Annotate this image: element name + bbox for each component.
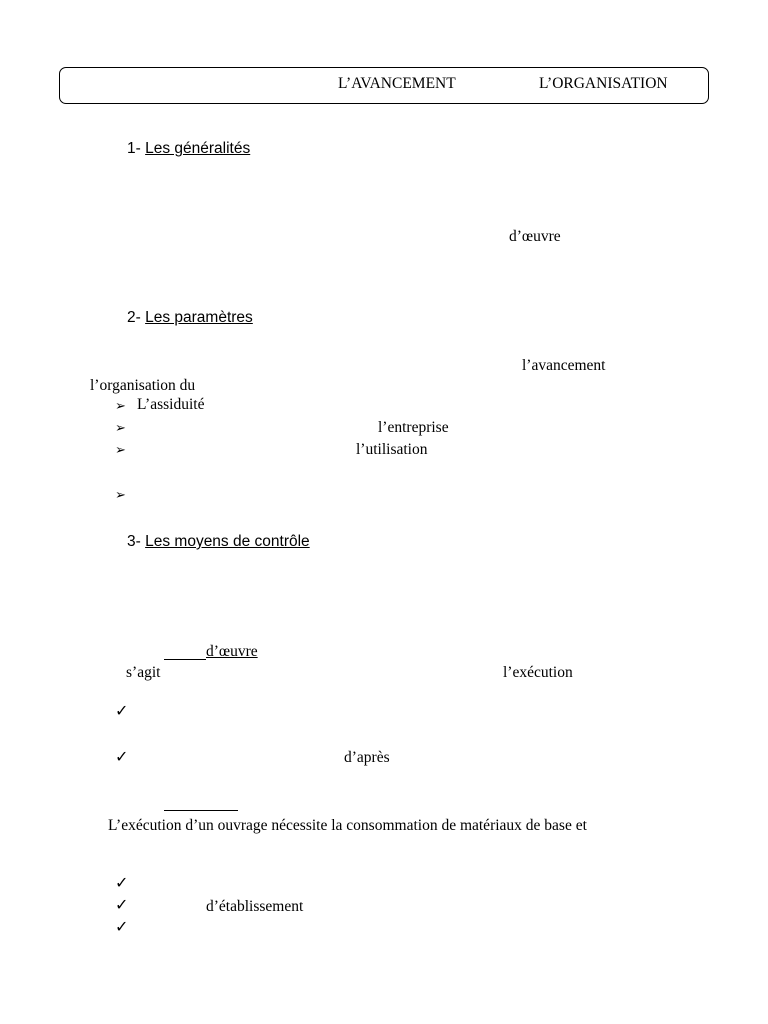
underline-blank <box>164 659 206 660</box>
subsection-2-sentence: L’exécution d’un ouvrage nécessite la consommation de matériaux de base et <box>108 817 587 834</box>
bullet-1-text: L’assiduité <box>137 396 205 413</box>
section-2-title: Les paramètres <box>145 309 253 326</box>
check-icon: ✓ <box>115 747 129 766</box>
title-left: L’AVANCEMENT <box>338 75 456 92</box>
section-3-heading <box>127 533 310 551</box>
section-2-fragment-1: l’avancement <box>522 357 606 374</box>
section-2-heading <box>127 309 253 327</box>
arrow-bullet-icon: ➢ <box>115 487 126 502</box>
section-2-number: 2- <box>127 309 141 326</box>
check-icon: ✓ <box>115 917 129 936</box>
section-3-title: Les moyens de contrôle <box>145 533 310 550</box>
arrow-bullet-icon: ➢ <box>115 398 126 413</box>
check-icon: ✓ <box>115 701 129 720</box>
section-1-number: 1- <box>127 140 141 157</box>
subsection-1-line-right: l’exécution <box>503 664 573 681</box>
bullet-3-text: l’utilisation <box>356 441 428 458</box>
check-icon: ✓ <box>115 895 129 914</box>
subsection-1-heading: d’œuvre <box>206 643 258 660</box>
arrow-bullet-icon: ➢ <box>115 420 126 435</box>
section-1-title: Les généralités <box>145 140 251 157</box>
bullet-2-text: l’entreprise <box>378 419 449 436</box>
check-icon: ✓ <box>115 873 129 892</box>
underline-blank <box>164 810 238 811</box>
title-right: L’ORGANISATION <box>539 75 668 92</box>
arrow-bullet-icon: ➢ <box>115 442 126 457</box>
section-1-fragment: d’œuvre <box>509 228 561 245</box>
section-1-heading <box>127 140 250 158</box>
subsection-1-line-left: s’agit <box>126 664 161 681</box>
check-4-text: d’établissement <box>206 898 304 915</box>
check-2-text: d’après <box>344 749 390 766</box>
section-3-number: 3- <box>127 533 141 550</box>
section-2-fragment-2: l’organisation du <box>90 377 196 394</box>
title-box <box>59 67 709 104</box>
